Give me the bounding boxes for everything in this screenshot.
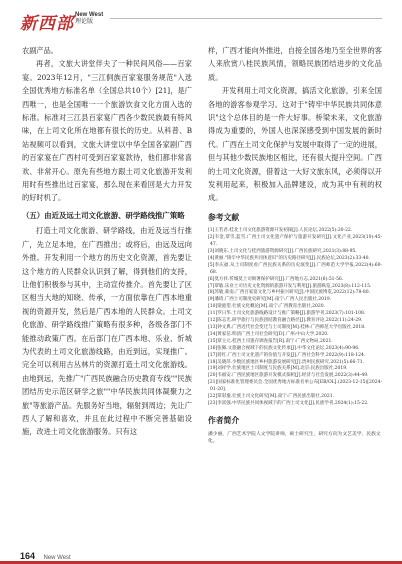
reference-item: [4]黄丽."铸牢中华民族共同体意识"的历史路径研究[J].民族论坛,2023(2):33-40.: [208, 255, 370, 261]
section-subheading: （五）由近及远土司文化旅游、研学路线推广策略: [22, 210, 185, 220]
paragraph: 打造土司文化旅游、研学路线，由近及远当行推广，先立足本地，在广西推出；或将后，由远及远向外推。开发利用一个地方的历史文化资源，首先要让这个地方的人民群众认识到了解，得到他们的支持，让他们积极参与其中，主动宣传推介。首先要让了区区相当大地的知晓、传承，一方面依靠在广西本地重视的资源开发，然后是广西本地的人民群众。土司文化旅游、研学路线推广策略有很多种，各级各部门不能推动政策广西。在后部门在广西本地、乐业、忻城为代表的土司文化旅游线路，由近到远，实现推广。完全可以利用古丛林片的资源打造土司文化旅游线。由地到远，先推广"广西民族融合历史教育专线""民族团结历史示范区研学之旅""中华民族共同体凝聚力之旅"等旅游产品。先服务好当地，辐射到周边；先让广西人了解和喜欢，并且在此过程中不断完善基础设施，改进土司文化旅游服务。只有这: [22, 226, 192, 437]
reference-item: [3]刘晓东.土司文化与桂西旅游资源研究[J].广西民族研究,2021(3):88-95.: [208, 249, 357, 254]
left-column: [22, 44, 192, 439]
reference-item: [20]韦福安.广西民族地区旅游开发模式探析[J].经济与社会发展,2022(3):44-49.: [208, 373, 369, 379]
reference-item: [13]钟文典.广西近代社会变迁与土司制度[M].桂林:广西师范大学出版社,2018.: [208, 324, 366, 330]
reference-item: [6]莫方祥.忻城莫土司衙署保护研究[J].广西地方志,2021(6):51-56.: [208, 276, 344, 282]
paragraph: 农副产品。: [22, 46, 58, 55]
paragraph: 样，广西才能向外推进，自接全国各地乃至全世界的客人来欣赏八桂民族风情，领略民族团结进步的文化品质。: [208, 46, 382, 82]
reference-item: [21]国家标准化管理委员会.全国优秀地方标准名单公布[EB/OL].(2023-12-15)[2024-01-20].: [208, 380, 382, 393]
reference-item: [22]覃彩銮.壮族土司文化研究[M].南宁:广西民族出版社,2021.: [208, 394, 335, 400]
reference-item: [5]李庆福.从土司制度看广西民族关系的历史演变[J].广西师范大学学报,2022(4):60-68.: [208, 262, 382, 275]
author-bio-title: 作者简介: [208, 415, 240, 425]
paragraph: 再者，文旅大讲堂伴夫了一种民间风俗——百家宴。2023年12月，"三江侗族百家宴服务规范"入选全国优秀地方标准名单（全国总共10个）[21]，是广西唯一，也是全国唯一一个旅游饮食文化方面入选的标准。标准对三江县百家宴广西各少数民族最有特风味，在上司文化所在地都有很长的历史。从科普、B站视频可以看到，文旅大讲堂以中华全国各家剧广西的百家宴在广西村可受到百家宴款待，他们都非常喜欢、非常开心。原先有些地方跟土司文化旅游开发利用时有些推出过百家宴，那么现在来看回是大力开发的好时机了。: [22, 59, 192, 203]
brand-english-name: New West: [75, 12, 104, 18]
paragraph: 开发利用土司文化资源，搞活文化旅游，引来全国各地的游客参观学习。这对于"铸牢中华民族共同体意识"这个总体目的是一件大好事。桥梁未来，文化旅游得成为重要的，外国人也深深感受到中国发展的新时代。广西在土司文化保护与发展中取得了一定的进展，但与其他少数民族地区相比，还有很大提升空间。广西的土司文化资源，借着这一大好文旅东风，必须得以开发利用起来，积极加入品牌建设，成为其中有利的权成。: [208, 86, 382, 203]
right-column: [208, 44, 382, 445]
page-header: [0, 0, 402, 44]
reference-item: [12]陈志光.研学旅行与民族团结教育融合路径[J].教育评论,2022(11):24-29.: [208, 318, 363, 324]
reference-item: [11]罗日华.土司文化旅游线路设计与推广策略[J].旅游学刊,2023(7):101-108.: [208, 311, 366, 317]
brand-issue-label: 理论版: [75, 19, 94, 25]
references-title: 参考文献: [208, 212, 240, 222]
header-divider: [110, 18, 382, 19]
reference-item: [16]张佩.文旅融合视域下的民族文化传承[J].中华文化论坛,2023(4):90-96.: [208, 345, 360, 351]
author-bio: 潘少丽，广西艺术学院人文学院讲师，硕士研究生，研究方向为文艺美学、民族文化。: [208, 432, 381, 445]
reference-item: [23]李富强.中华民族共同体视域下的广西土司文化[J].民族学刊,2024(1):15-22.: [208, 400, 369, 406]
page-number: 164: [20, 551, 36, 561]
reference-item: [7]覃敏.乐业土司历史文化资源的旅游开发与利用[J].旅游纵览,2023(8):112-115.: [208, 283, 372, 289]
reference-item: [18]吴晓萍.少数民族地区乡村旅游发展研究[J].贵州民族研究,2021(5):66-71.: [208, 359, 365, 365]
reference-item: [10]梁庭望.壮族文化概论[M].南宁:广西教育出版社,2020.: [208, 304, 326, 310]
magazine-logo: 新西部: [20, 14, 74, 34]
reference-item: [14]黄家信.明清广西土司社会研究[D].广州:中山大学,2020.: [208, 331, 329, 337]
reference-item: [15]覃主元.桂西土司遗存调查报告[R].南宁:广西文物局,2021.: [208, 338, 333, 344]
reference-item: [17]蒋红.广西土司文化遗产的价值与开发[J].广西社会科学,2022(9):118-124.: [208, 352, 366, 358]
reference-item: [1]王若君.桂北土司文化旅游资源开发初探[J].人民论坛,2022(5):20-22.: [208, 228, 353, 234]
references-list: [208, 228, 382, 408]
reference-item: [2]韦金,覃雪,蓝雪.广西土司文化遗产保护与旅游开发研究[J].文化产业,2023(10):45-47.: [208, 235, 382, 248]
magazine-brand: [75, 12, 103, 26]
reference-item: [8]苏敏,蒙南.广西百家宴文化与乡村振兴研究[J].中国民族博览,2022(12):78-80.: [208, 290, 371, 296]
reference-item: [9]潘琦.广西土司制度史研究[M].南宁:广西人民出版社,2019.: [208, 297, 332, 303]
footer-magazine-name: New West: [43, 555, 71, 561]
reference-item: [19]刘祥学.壮族地区土司制度与民族关系[M].北京:民族出版社,2019.: [208, 366, 348, 372]
